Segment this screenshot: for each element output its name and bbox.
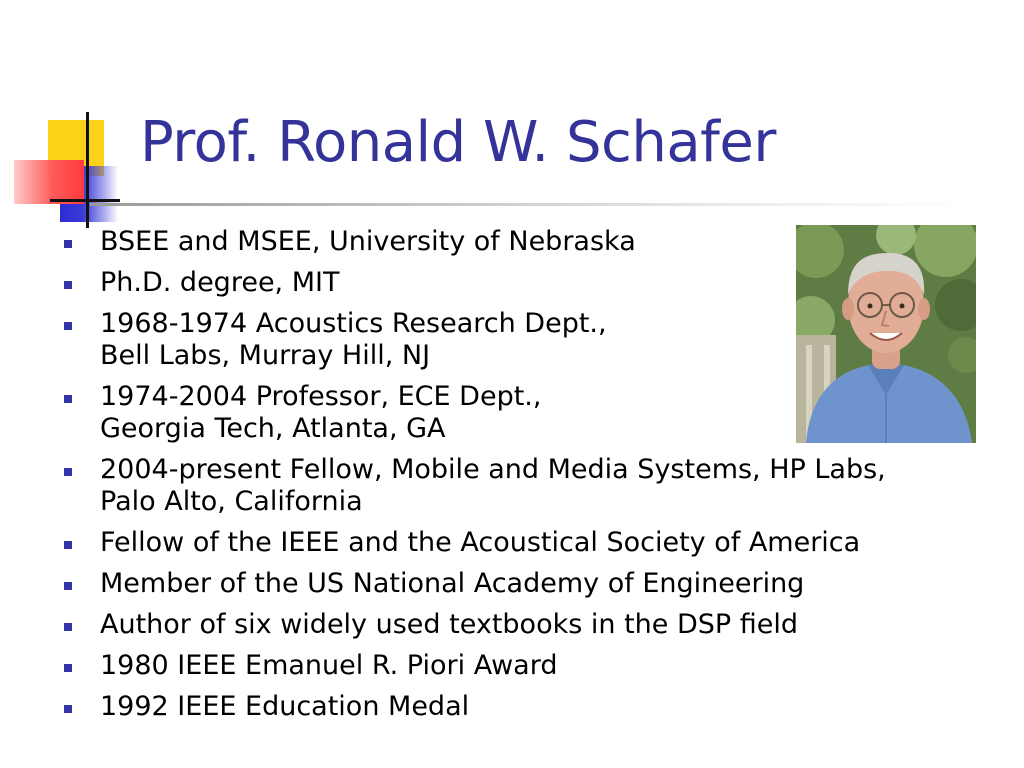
square-bullet-icon (64, 468, 72, 476)
bullet-item (60, 650, 990, 682)
square-bullet-icon (64, 623, 72, 631)
bullet-item (60, 454, 990, 518)
bullet-text-continued: Georgia Tech, Atlanta, GA (100, 413, 446, 444)
bullet-text: Member of the US National Academy of Engineering (100, 568, 805, 599)
bullet-text: 1968-1974 Acoustics Research Dept., (100, 308, 607, 339)
bullet-text: 2004-present Fellow, Mobile and Media Systems, HP Labs, (100, 454, 886, 485)
square-bullet-icon (64, 395, 72, 403)
horizontal-line (50, 199, 120, 202)
bullet-item (60, 691, 990, 723)
bullet-text: Fellow of the IEEE and the Acoustical Society of America (100, 527, 861, 558)
bullet-text: Ph.D. degree, MIT (100, 267, 340, 298)
bullet-text-continued: Palo Alto, California (100, 486, 363, 517)
bullet-text-continued: Bell Labs, Murray Hill, NJ (100, 340, 431, 371)
bullet-item (60, 609, 990, 641)
bullet-text: Author of six widely used textbooks in the DSP field (100, 609, 799, 640)
red-square (14, 160, 84, 204)
bullet-text: 1974-2004 Professor, ECE Dept., (100, 381, 542, 412)
square-bullet-icon (64, 582, 72, 590)
title-divider (90, 203, 970, 206)
square-bullet-icon (64, 705, 72, 713)
square-bullet-icon (64, 240, 72, 248)
bullet-item (60, 568, 990, 600)
vertical-line (86, 112, 89, 228)
square-bullet-icon (64, 281, 72, 289)
square-bullet-icon (64, 322, 72, 330)
slide-title: Prof. Ronald W. Schafer (140, 110, 776, 175)
bullet-text: 1980 IEEE Emanuel R. Piori Award (100, 650, 558, 681)
bullet-item (60, 527, 990, 559)
square-bullet-icon (64, 664, 72, 672)
square-bullet-icon (64, 541, 72, 549)
bullet-text: 1992 IEEE Education Medal (100, 691, 470, 722)
portrait-illustration (796, 225, 976, 443)
portrait-photo (796, 225, 976, 443)
bullet-text: BSEE and MSEE, University of Nebraska (100, 226, 636, 257)
